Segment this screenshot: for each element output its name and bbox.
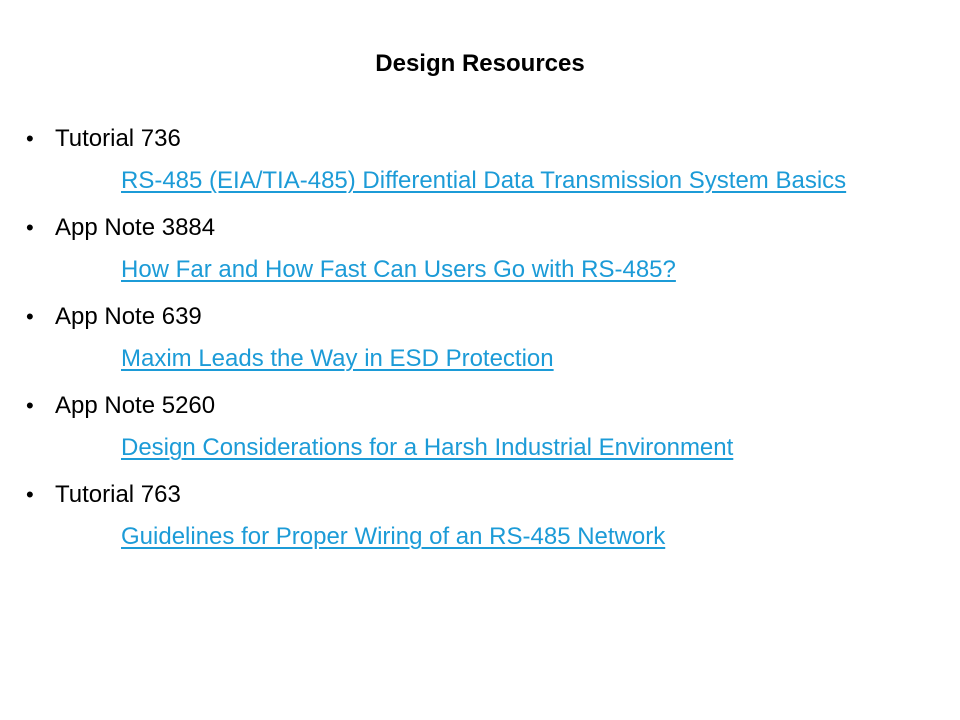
resource-label: Tutorial 736	[55, 125, 181, 152]
resource-list	[0, 119, 960, 564]
resource-label: App Note 5260	[55, 392, 216, 419]
list-item	[0, 386, 960, 475]
resource-label: App Note 639	[55, 303, 202, 330]
list-item	[0, 297, 960, 386]
resource-link[interactable]: Design Considerations for a Harsh Industrial Environment	[121, 434, 734, 461]
resource-label-line	[26, 297, 202, 337]
bullet-icon: •	[26, 304, 34, 329]
resource-link[interactable]: Guidelines for Proper Wiring of an RS-485 Network	[121, 523, 666, 550]
resource-label-line	[26, 475, 181, 515]
resource-label-line	[26, 386, 215, 426]
resource-label: App Note 3884	[55, 214, 216, 241]
resource-link[interactable]: RS-485 (EIA/TIA-485) Differential Data Transmission System Basics	[121, 167, 847, 194]
list-item	[0, 208, 960, 297]
resource-label: Tutorial 763	[55, 481, 181, 508]
resource-link[interactable]: Maxim Leads the Way in ESD Protection	[121, 345, 554, 372]
page-title: Design Resources	[375, 50, 585, 77]
list-item	[0, 119, 960, 208]
bullet-icon: •	[26, 215, 34, 240]
bullet-icon: •	[26, 126, 34, 151]
bullet-icon: •	[26, 393, 34, 418]
resource-label-line	[26, 208, 215, 248]
resource-label-line	[26, 119, 181, 159]
list-item	[0, 475, 960, 564]
bullet-icon: •	[26, 482, 34, 507]
resource-link[interactable]: How Far and How Fast Can Users Go with RS-485?	[121, 256, 676, 283]
